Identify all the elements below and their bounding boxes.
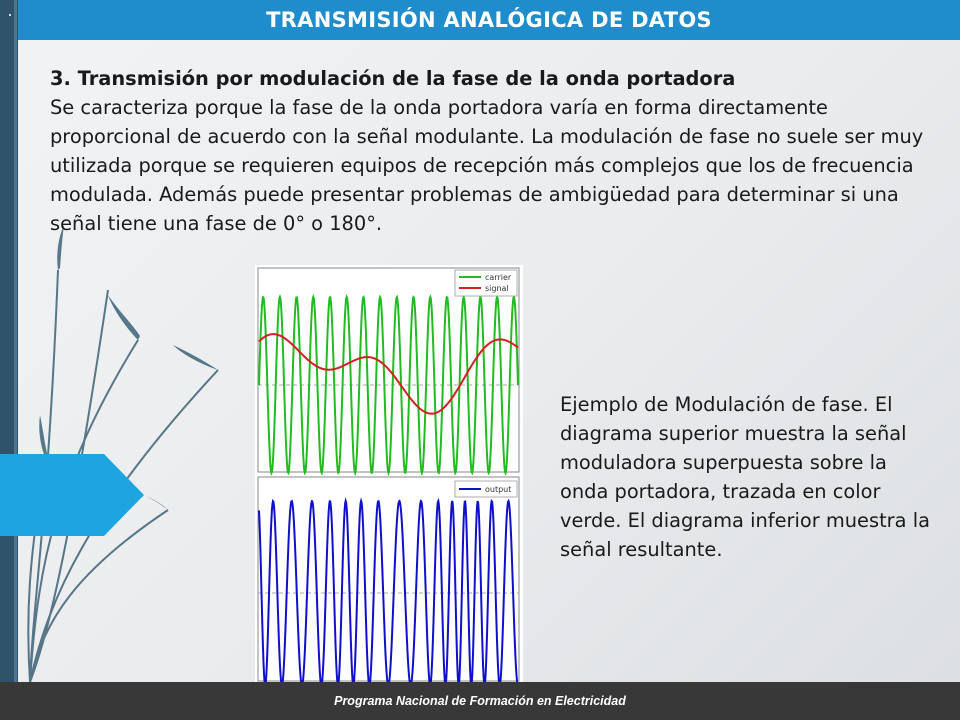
corner-dot	[9, 14, 11, 16]
legend-carrier-label: carrier	[485, 273, 512, 282]
legend-output-label: output	[485, 485, 512, 494]
figure-caption: Ejemplo de Modulación de fase. El diagrama superior muestra la señal moduladora superpuesta sobre la onda portadora, trazada en color verde. El diagrama inferior muestra la señal resultante.	[560, 393, 930, 561]
slide-title: TRANSMISIÓN ANALÓGICA DE DATOS	[266, 8, 712, 32]
legend-signal-label: signal	[485, 284, 509, 293]
section-paragraph: Se caracteriza porque la fase de la onda portadora varía en forma directamente proporcional de acuerdo con la señal modulante. La modulación de fase no suele ser muy utilizada porque se requieren equipos de recepción más complejos que los de frecuencia modulada. Además puede presentar problemas de ambigüedad para determinar si una señal tiene una fase de 0° o 180°.	[50, 96, 924, 235]
body-text	[50, 64, 940, 238]
section-heading: 3. Transmisión por modulación de la fase de la onda portadora	[50, 67, 736, 90]
left-accent-stripe	[14, 0, 17, 682]
footer-text: Programa Nacional de Formación en Electricidad	[334, 694, 626, 708]
blue-arrow-shape	[0, 454, 144, 536]
phase-modulation-figure	[255, 265, 523, 683]
